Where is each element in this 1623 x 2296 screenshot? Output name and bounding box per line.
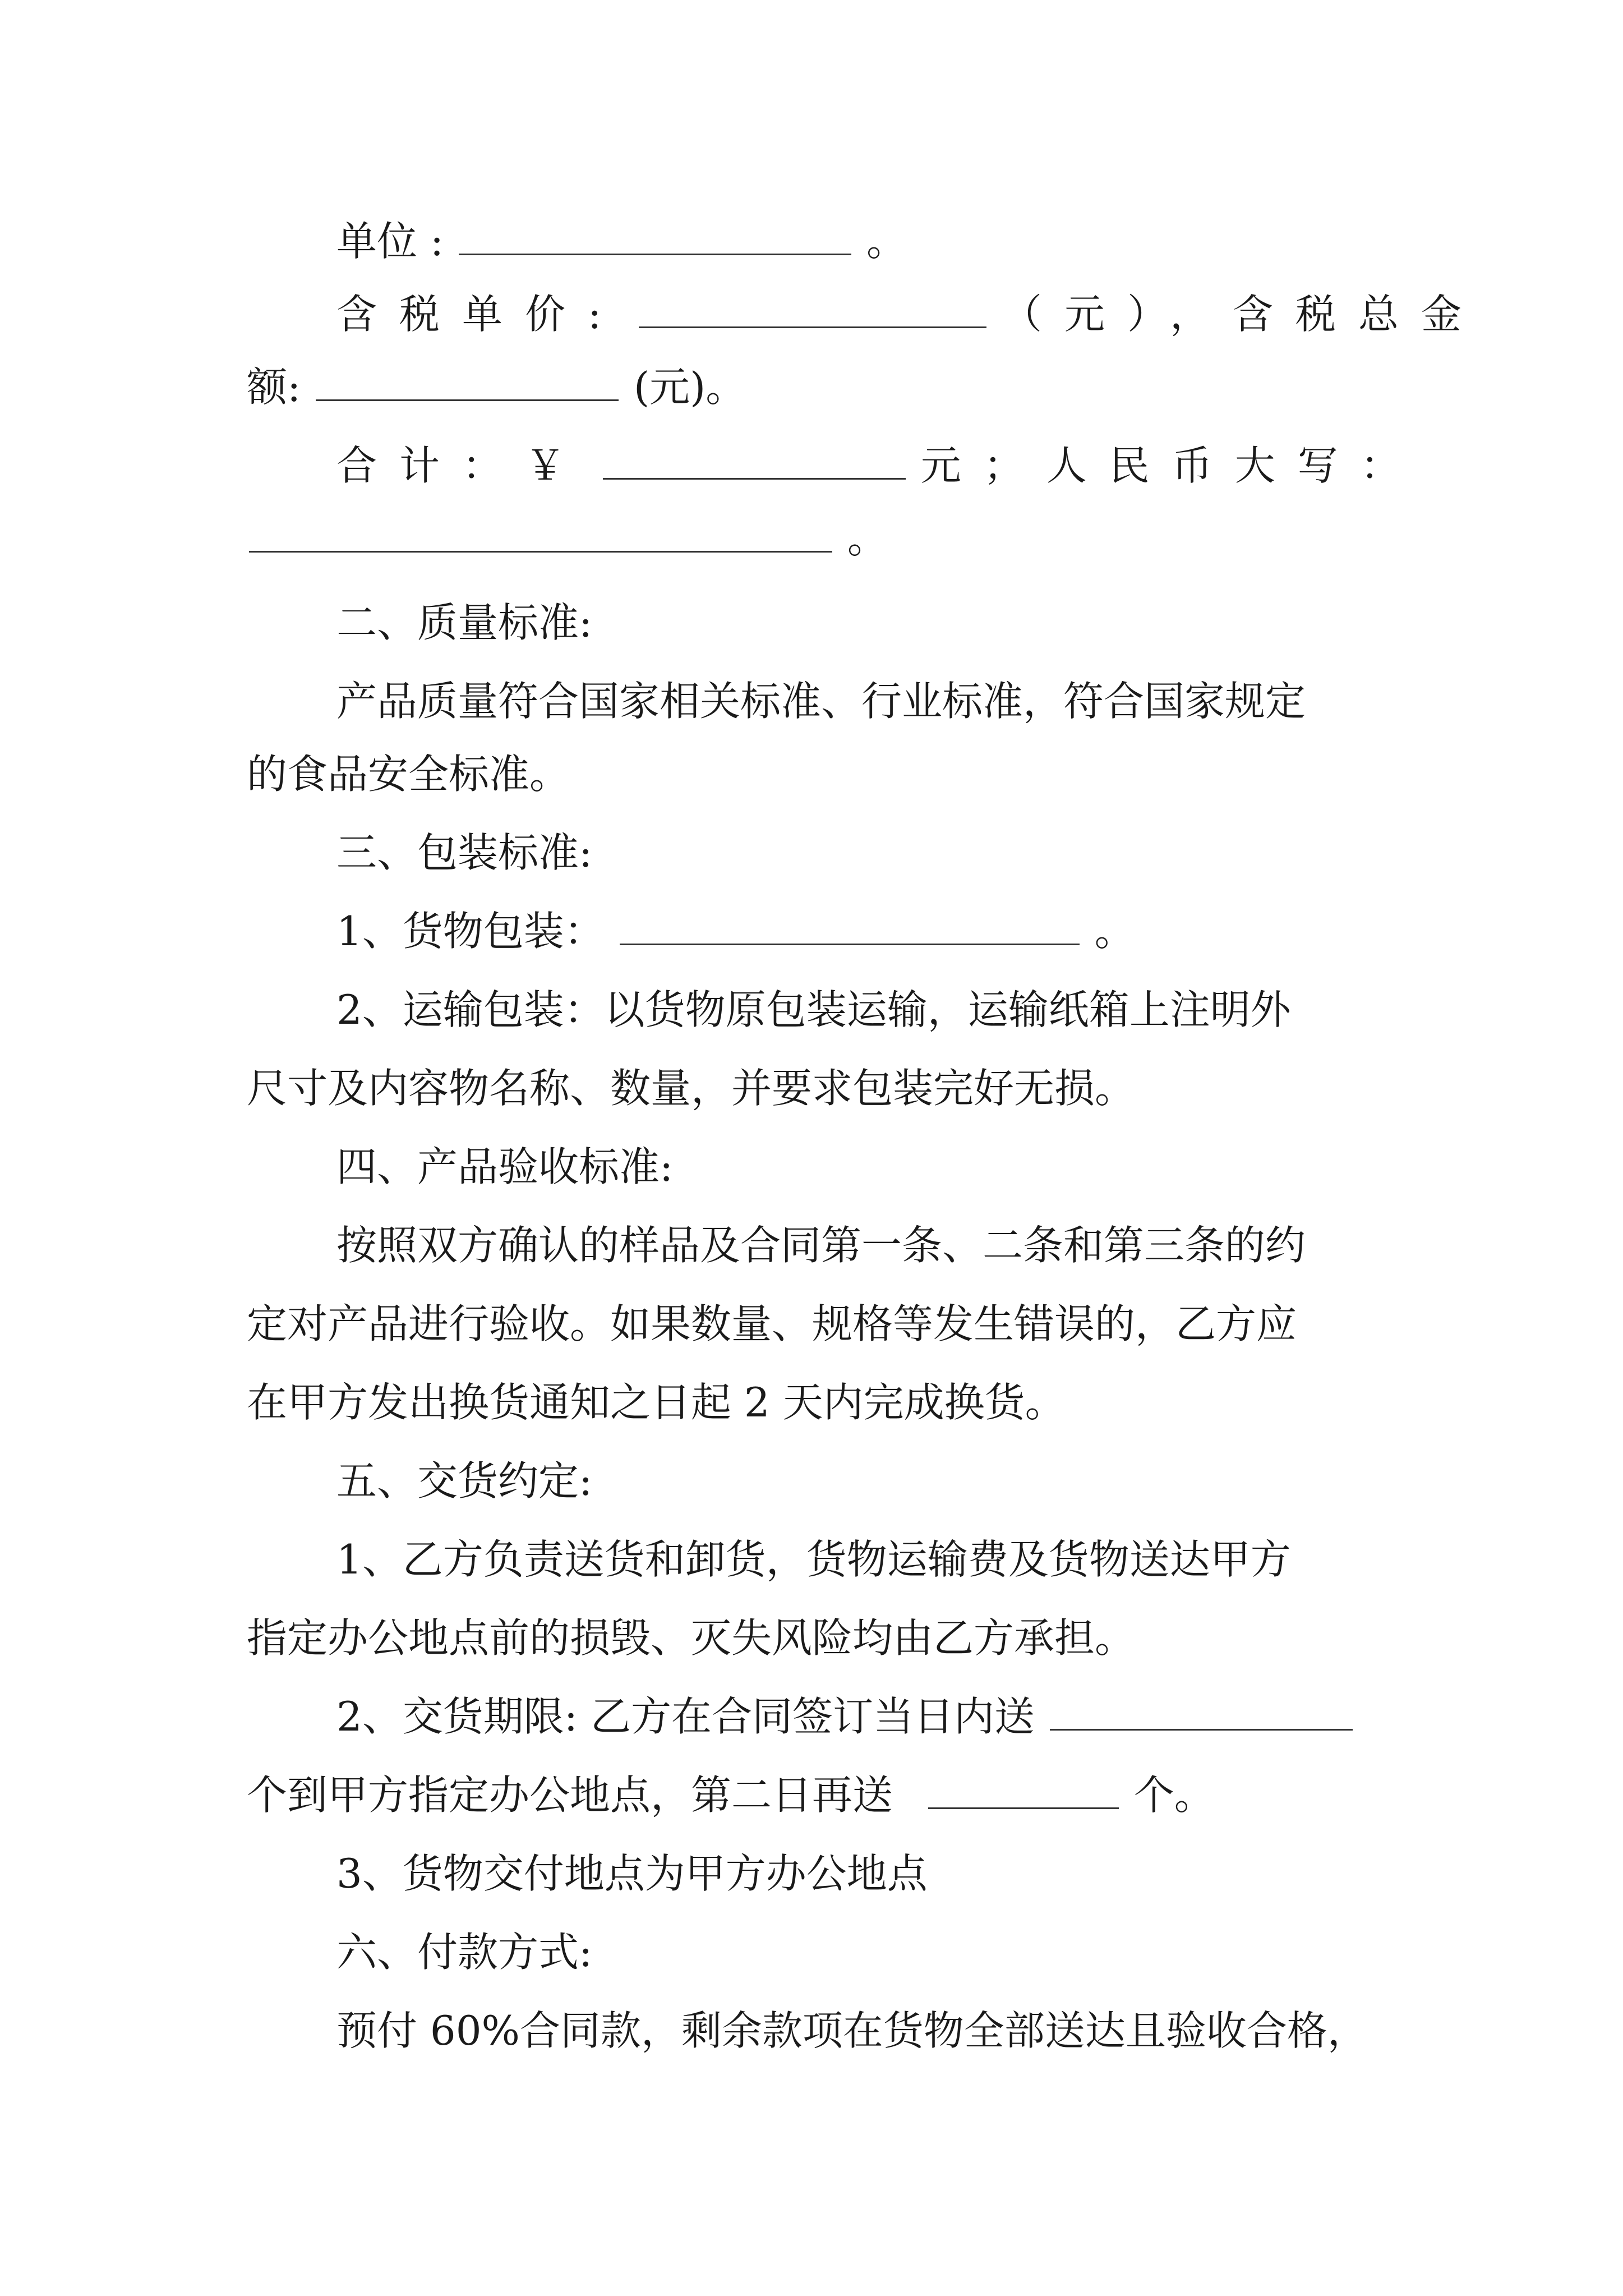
unit-line — [336, 208, 1391, 275]
section-5-item-2-text-2: 个到甲方指定办公地点，第二日再送 — [247, 1772, 893, 1819]
section-5-item-2-text: 2、交货期限: 乙方在合同签订当日内送 — [336, 1693, 1035, 1740]
sum-line — [336, 432, 1423, 499]
sum-words-blank[interactable] — [249, 510, 832, 553]
unit-price-label: 含税单价: — [336, 291, 624, 338]
section-4-paragraph-line-2: 定对产品进行验收。如果数量、规格等发生错误的，乙方应 — [247, 1300, 1297, 1347]
sum-blank[interactable] — [603, 438, 906, 480]
package-blank[interactable] — [620, 903, 1080, 945]
sum-label: 合计：￥ — [336, 442, 588, 489]
total-amount-unit: (元)。 — [634, 364, 746, 411]
section-5-item-2-end: 个。 — [1133, 1772, 1215, 1819]
unit-label: 单位 : — [336, 218, 444, 265]
section-5-title: 五、交货约定: — [336, 1457, 593, 1504]
section-3-item-2-line-2: 尺寸及内容物名称、数量，并要求包装完好无损。 — [247, 1065, 1136, 1112]
sum-unit: 元；人民币大写： — [920, 442, 1423, 489]
section-3-item-1-label: 1、货物包装： — [336, 908, 605, 955]
section-3-title: 三、包装标准: — [336, 829, 593, 876]
section-2-paragraph-line-2: 的食品安全标准。 — [247, 751, 570, 798]
section-5-item-2-line-1 — [336, 1683, 1391, 1750]
section-5-item-3: 3、货物交付地点为甲方办公地点 — [336, 1850, 928, 1897]
unit-price-blank[interactable] — [639, 286, 986, 328]
section-6-title: 六、付款方式: — [336, 1929, 593, 1976]
section-3-item-1 — [336, 898, 1391, 965]
section-4-paragraph-line-3: 在甲方发出换货通知之日起 2 天内完成换货。 — [247, 1379, 1066, 1426]
section-5-item-1-line-2: 指定办公地点前的损毁、灭失风险均由乙方承担。 — [247, 1614, 1136, 1662]
unit-end: 。 — [866, 218, 907, 265]
unit-price-unit: （元），含税总金 — [1002, 291, 1484, 338]
section-6-paragraph-line-1: 预付 60%合同款，剩余款项在货物全部送达且验收合格， — [336, 2007, 1368, 2054]
sum-words-line — [247, 505, 1391, 572]
section-5-item-1-line-1: 1、乙方负责送货和卸货，货物运输费及货物送达甲方 — [336, 1536, 1291, 1583]
unit-blank[interactable] — [459, 213, 851, 255]
unit-price-line — [336, 280, 1484, 348]
section-4-paragraph-line-1: 按照双方确认的样品及合同第一条、二条和第三条的约 — [336, 1222, 1306, 1269]
section-3-item-2-line-1: 2、运输包装：以货物原包装运输，运输纸箱上注明外 — [336, 986, 1291, 1033]
total-amount-label: 额: — [247, 364, 301, 411]
section-2-title: 二、质量标准: — [336, 599, 593, 646]
sum-words-end: 。 — [847, 515, 888, 562]
section-2-paragraph-line-1: 产品质量符合国家相关标准、行业标准，符合国家规定 — [336, 678, 1306, 725]
total-amount-line — [247, 353, 1391, 421]
section-4-title: 四、产品验收标准: — [336, 1143, 674, 1190]
first-delivery-blank[interactable] — [1050, 1688, 1353, 1731]
second-delivery-blank[interactable] — [928, 1767, 1119, 1809]
section-3-item-1-end: 。 — [1094, 908, 1135, 955]
section-5-item-2-line-2 — [247, 1761, 1391, 1829]
total-amount-blank[interactable] — [316, 359, 619, 401]
